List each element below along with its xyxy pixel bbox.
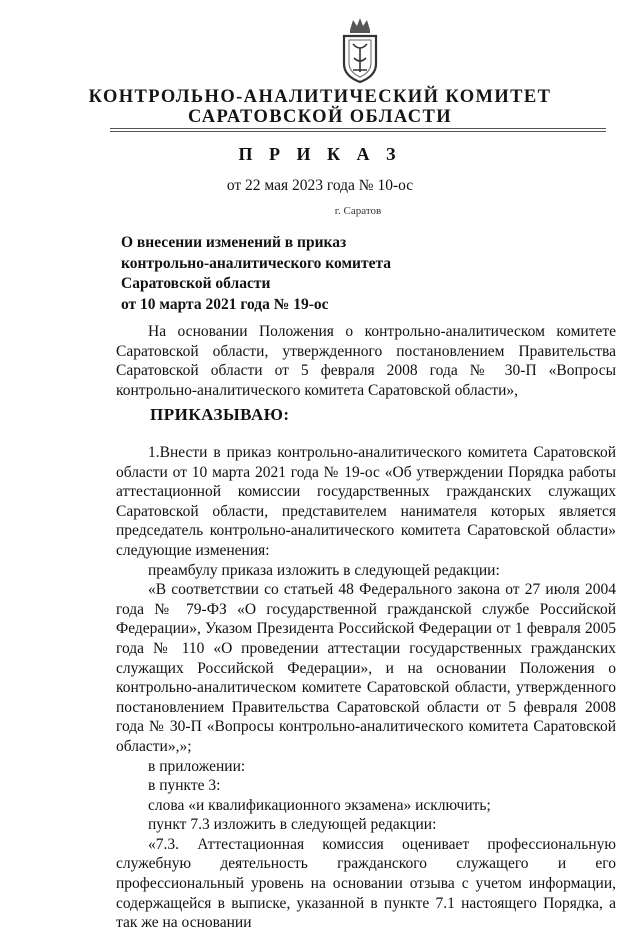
point-7-3-quote: «7.3. Аттестационная комиссия оценивает профессиональную служебную деятельность гражданского служащего и его профессиональный уровень на основании отзыва с учетом информации, содержащейся в выписке, указанной в пункте 7.1 настоящего Порядка, а так же на основании <box>116 835 616 932</box>
order-city: г. Саратов <box>334 205 382 217</box>
coat-of-arms-emblem <box>336 14 384 84</box>
subject-line-4: от 10 марта 2021 года № 19-ос <box>121 295 329 313</box>
document-type-title: П Р И К А З <box>238 144 402 164</box>
order-date-number: от 22 мая 2023 года № 10-ос <box>226 177 414 194</box>
appendix-heading: в приложении: <box>148 757 246 775</box>
order-directive-heading: ПРИКАЗЫВАЮ: <box>150 405 290 424</box>
organization-name-line-1: КОНТРОЛЬНО-АНАЛИТИЧЕСКИЙ КОМИТЕТ <box>88 87 552 107</box>
basis-paragraph: На основании Положения о контрольно-аналитическом комитете Саратовской области, утвержденного постановлением Правительства Саратовской области от 5 февраля 2008 года № 30-П «Вопросы контрольно-аналитического комитета Саратовской области», <box>116 323 616 399</box>
preamble-instruction: преамбулу приказа изложить в следующей редакции: <box>148 561 500 579</box>
subject-line-1: О внесении изменений в приказ <box>121 234 347 251</box>
point-3-heading: в пункте 3: <box>148 777 221 795</box>
preamble-quote: «В соответствии со статьей 48 Федерального закона от 27 июля 2004 года № 79-ФЗ «О государственной гражданской службе Российской Федерации», Указом Президента Российской Федерации от 1 февраля 2005 года № 110 «О проведении аттестации государственных гражданских служащих Российской Федерации», и на основании Положения о контрольно-аналитическом комитете Саратовской области, утвержденного постановлением Правительства Саратовской области от 5 февраля 2008 года № 30-П «Вопросы контрольно-аналитического комитета Саратовской области»,»; <box>116 581 616 755</box>
order-subject <box>121 233 481 315</box>
point-7-3-instruction: пункт 7.3 изложить в следующей редакции: <box>148 816 437 834</box>
header-rule-thin <box>110 128 606 129</box>
order-body-text <box>116 443 616 933</box>
organization-name-line-2: САРАТОВСКОЙ ОБЛАСТИ <box>187 107 453 127</box>
header-rule-thick <box>110 131 606 132</box>
subject-line-3: Саратовской области <box>121 275 271 292</box>
item-1-paragraph: 1.Внести в приказ контрольно-аналитического комитета Саратовской области от 10 марта 2021 года № 19-ос «Об утверждении Порядка работы аттестационной комиссии государственных гражданских служащих Саратовской области, представителем нанимателя которых является председатель контрольно-аналитического комитета Саратовской области» следующие изменения: <box>116 444 616 559</box>
subject-line-2: контрольно-аналитического комитета <box>121 254 392 272</box>
exclusion-instruction: слова «и квалификационного экзамена» исключить; <box>148 796 491 814</box>
